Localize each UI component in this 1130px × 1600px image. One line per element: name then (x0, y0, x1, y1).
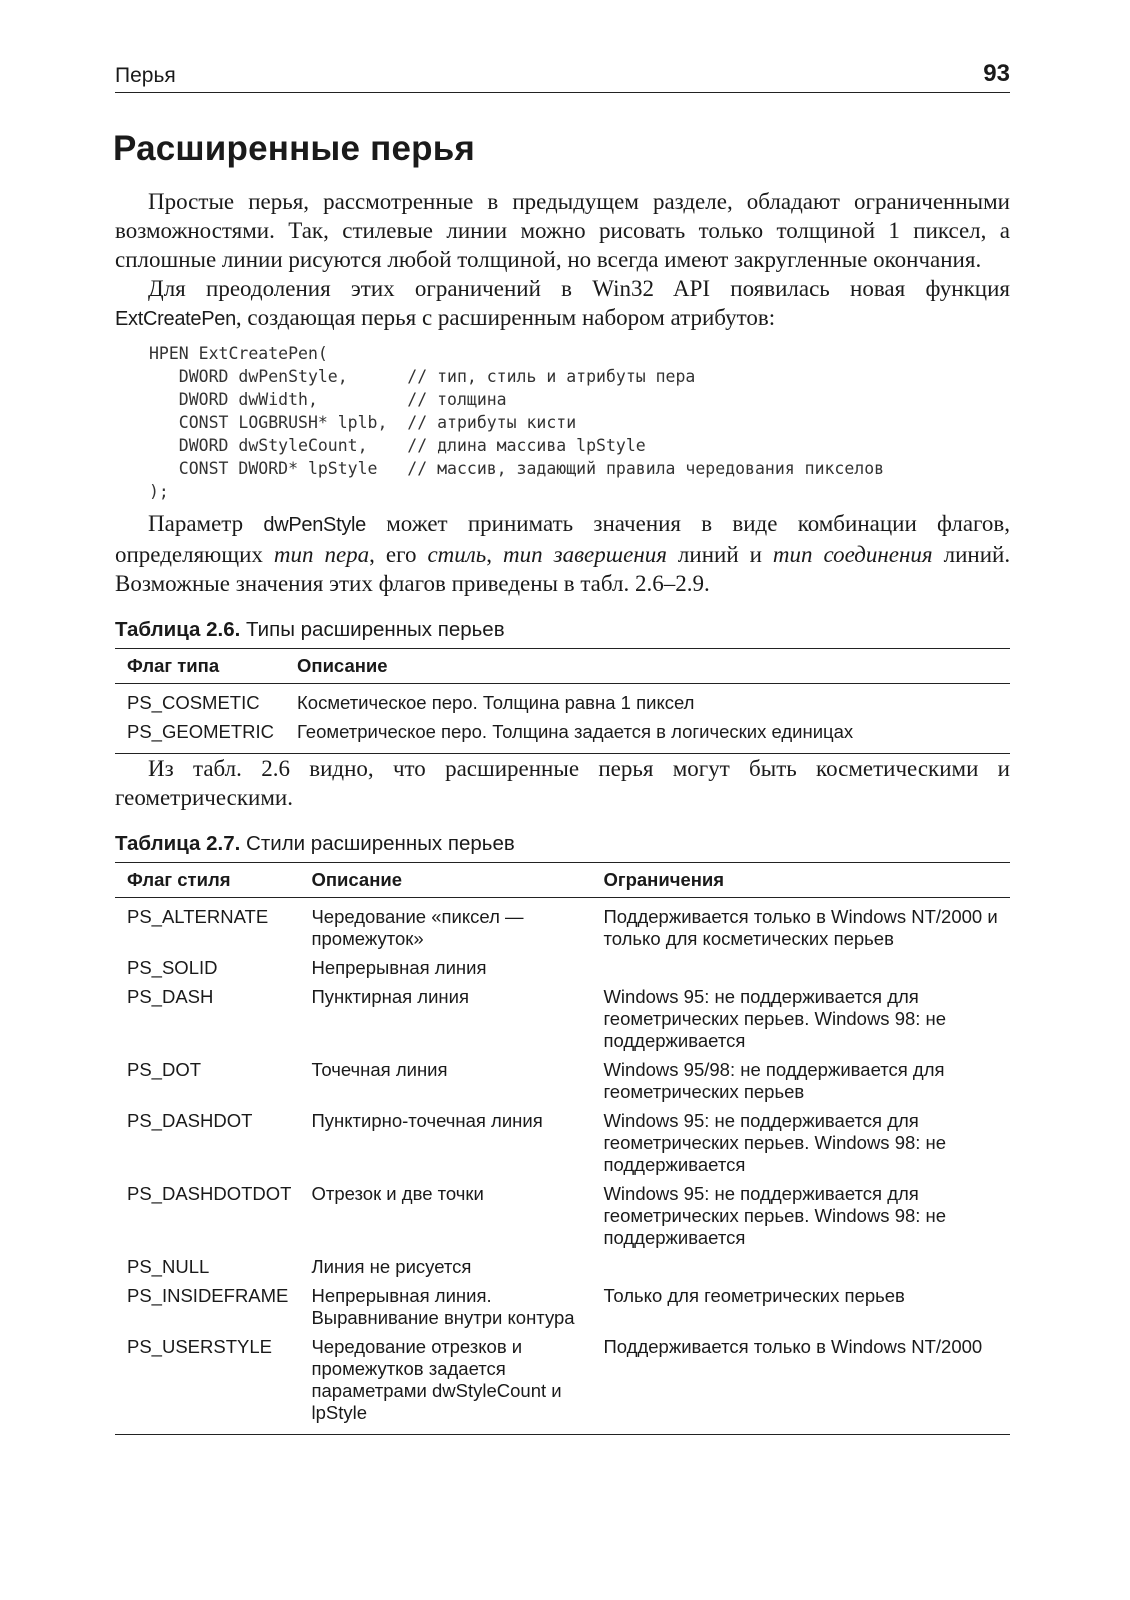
table-cell-flag: PS_GEOMETRIC (115, 717, 285, 754)
emphasis-term: стиль (427, 542, 487, 567)
table-cell-restriction (591, 953, 1010, 982)
table-cell-restriction: Windows 95: не поддерживается для геометрических перьев. Windows 98: не поддерживается (603, 1183, 947, 1248)
table-cell-restriction: Поддерживается только в Windows NT/2000 и только для косметических перьев (603, 906, 998, 949)
running-header-section: Перья (115, 64, 176, 87)
paragraph-text: , (486, 542, 493, 567)
paragraph-text: Параметр (148, 511, 244, 536)
table-cell-flag: PS_COSMETIC (127, 692, 260, 713)
paragraph-text: линий. Возможные значения этих флагов приведены в табл. 2.6–2.9. (115, 542, 1011, 596)
paragraph-summary: Из табл. 2.6 видно, что расширенные перья могут быть косметическими и геометрическими. (115, 756, 1010, 810)
emphasis-term: тип пера (273, 542, 370, 567)
paragraph-intro: Простые перья, рассмотренные в предыдущем разделе, обладают ограниченными возможностями. Так, стилевые линии можно рисовать только толщиной 1 пиксел, а сплошные линии рисуются любой толщиной, но всегда имеют закругленные окончания. (115, 189, 1010, 272)
table-row (115, 1252, 1010, 1281)
table-caption-number: Таблица 2.6. (115, 618, 241, 641)
column-header: Описание (299, 863, 591, 898)
emphasis-term: тип соединения (772, 542, 933, 567)
table-cell-description: Чередование «пиксел — промежуток» (311, 906, 524, 949)
paragraph-text: Для преодоления этих ограничений в Win32 API появилась новая функция (148, 276, 1010, 301)
table-caption-text: Стили расширенных перьев (246, 832, 515, 855)
table-cell-flag: PS_DASHDOTDOT (127, 1183, 292, 1204)
table-row (115, 1332, 1010, 1435)
table-cell-description: Чередование отрезков и промежутков задается параметрами dwStyleCount и lpStyle (299, 1332, 591, 1435)
table-cell-restriction: Windows 95/98: не поддерживается для геометрических перьев (603, 1059, 945, 1102)
table-row (115, 1055, 1010, 1106)
code-listing: HPEN ExtCreatePen( DWORD dwPenStyle, // тип, стиль и атрибуты пера DWORD dwWidth, // толщина CONST LOGBRUSH* lplb, // атрибуты кисти DWORD dwStyleCount, // длина массива lpStyle CONST DWORD* lpStyle // массив, задающий правила чередования пикселов ); (149, 344, 885, 501)
table-cell-flag: PS_DASHDOT (127, 1110, 253, 1131)
table-2-7 (115, 862, 1010, 1435)
table-cell-description: Косметическое перо. Толщина равна 1 пиксел (297, 692, 695, 713)
table-cell-description: Отрезок и две точки (311, 1183, 484, 1204)
book-page (115, 60, 1010, 1435)
table-row (115, 1179, 1010, 1252)
paragraph-text: , его (369, 542, 417, 567)
column-header: Описание (285, 649, 1010, 684)
table-cell-description: Непрерывная линия (311, 957, 487, 978)
parameter-name: dwPenStyle (263, 514, 366, 536)
section-title: Расширенные перья (113, 129, 476, 168)
table-header-row (115, 863, 1010, 898)
table-row (115, 1281, 1010, 1332)
table-row (115, 898, 1010, 954)
table-cell-flag: PS_SOLID (127, 957, 218, 978)
table-caption-text: Типы расширенных перьев (246, 618, 505, 641)
table-cell-restriction: Поддерживается только в Windows NT/2000 (591, 1332, 1010, 1435)
paragraph-text: , создающая перья с расширенным набором атрибутов: (235, 305, 776, 330)
table-cell-flag: PS_DASH (127, 986, 214, 1007)
table-header-row (115, 649, 1010, 684)
table-row (115, 982, 1010, 1055)
table-row (115, 953, 1010, 982)
table-cell-description: Линия не рисуется (311, 1256, 472, 1277)
table-cell-description: Пунктирная линия (311, 986, 469, 1007)
running-header (115, 60, 1010, 93)
table-2-7-caption (115, 832, 1010, 856)
table-cell-description: Пунктирно-точечная линия (311, 1110, 543, 1131)
column-header: Флаг стиля (115, 863, 299, 898)
function-name: ExtCreatePen (115, 308, 236, 330)
column-header: Флаг типа (115, 649, 285, 684)
table-cell-flag: PS_INSIDEFRAME (127, 1285, 289, 1306)
table-cell-restriction: Windows 95: не поддерживается для геометрических перьев. Windows 98: не поддерживается (603, 986, 947, 1051)
table-row (115, 1106, 1010, 1179)
paragraph-extcreatepen (115, 274, 1010, 334)
table-row (115, 717, 1010, 754)
table-row (115, 684, 1010, 718)
table-2-6-caption (115, 618, 1010, 642)
table-cell-flag: PS_DOT (127, 1059, 202, 1080)
table-cell-description: Непрерывная линия. Выравнивание внутри контура (311, 1285, 575, 1328)
table-cell-restriction: Windows 95: не поддерживается для геометрических перьев. Windows 98: не поддерживается (603, 1110, 947, 1175)
paragraph-text: линий и (677, 542, 762, 567)
table-cell-description: Геометрическое перо. Толщина задается в логических единицах (285, 717, 1010, 754)
paragraph-penstyle (115, 509, 1010, 598)
paragraph-text: может принимать значения в виде комбинации флагов, определяющих (115, 511, 1010, 567)
table-cell-flag: PS_ALTERNATE (127, 906, 269, 927)
table-cell-description: Точечная линия (311, 1059, 448, 1080)
table-cell-flag: PS_NULL (127, 1256, 210, 1277)
emphasis-term: тип завершения (503, 542, 667, 567)
table-cell-restriction (591, 1252, 1010, 1281)
column-header: Ограничения (591, 863, 1010, 898)
table-cell-restriction: Только для геометрических перьев (603, 1285, 905, 1306)
table-caption-number: Таблица 2.7. (115, 832, 241, 855)
page-number: 93 (983, 60, 1010, 87)
table-2-6 (115, 648, 1010, 754)
table-cell-flag: PS_USERSTYLE (115, 1332, 299, 1435)
